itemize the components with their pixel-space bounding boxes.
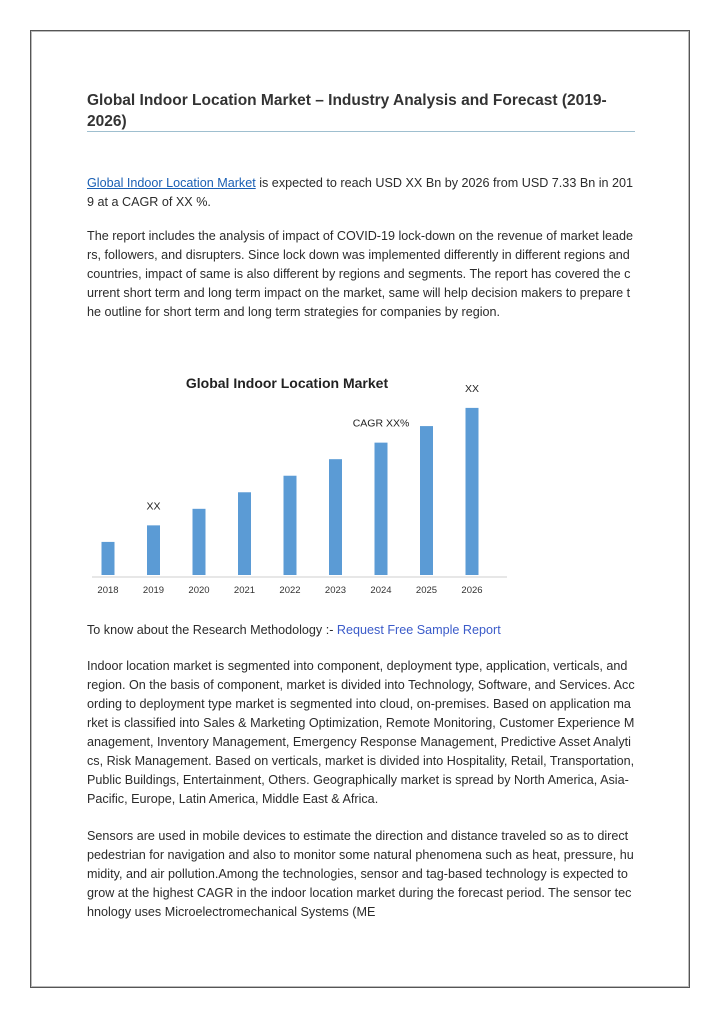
x-tick-label: 2024 bbox=[370, 585, 392, 596]
bar-2021 bbox=[238, 492, 251, 575]
bar-2025 bbox=[420, 426, 433, 575]
bar-2020 bbox=[193, 509, 206, 575]
segmentation-paragraph: Indoor location market is segmented into component, deployment type, application, verticals, and region. On the basis of component, market is divided into Technology, Software, and Services. According to deployment type market is segmented into cloud, on-premises. Based on application market is classified into Sales & Marketing Optimization, Remote Monitoring, Customer Experience Management, Inventory Management, Emergency Response Management, Predictive Asset Analytics, Risk Management. Based on verticals, market is divided into Hospitality, Retail, Transportation, Public Buildings, Entertainment, Others. Geographically market is spread by North America, Asia-Pacific, Europe, Latin America, Middle East & Africa. bbox=[87, 659, 635, 806]
sensors-paragraph: Sensors are used in mobile devices to estimate the direction and distance traveled so as to direct pedestrian for navigation and also to monitor some natural phenomena such as heat, pressure, humidity, and air pollution.Among the technologies, sensor and tag-based technology is expected to grow at the highest CAGR in the indoor location market during the forecast period. The sensor technology uses Microelectromechanical Systems (ME bbox=[87, 829, 634, 919]
methodology-text: To know about the Research Methodology :- bbox=[87, 623, 337, 637]
request-sample-link[interactable]: Request Free Sample Report bbox=[336, 623, 501, 637]
x-tick-label: 2018 bbox=[97, 585, 119, 596]
title-underline bbox=[87, 131, 635, 132]
chart-annotation: XX bbox=[464, 382, 480, 395]
bar-2019 bbox=[147, 525, 160, 575]
covid-paragraph: The report includes the analysis of impact of COVID-19 lock-down on the revenue of market leaders, followers, and disrupters. Since lock down was implemented differently in different regions and countries, impact of same is also different by regions and segments. The report has covered the current short term and long term impact on the market, same will help decision makers to prepare the outline for short term and long term strategies for companies by region. bbox=[87, 229, 634, 319]
methodology-line bbox=[87, 621, 635, 640]
bar-2026 bbox=[466, 408, 479, 575]
chart-title: Global Indoor Location Market bbox=[185, 375, 389, 391]
chart-annotation: CAGR XX% bbox=[352, 417, 410, 430]
intro-text: is expected to reach USD XX Bn by 2026 from USD 7.33 Bn in 2019 at a CAGR of XX %. bbox=[87, 176, 634, 209]
bar-2023 bbox=[329, 459, 342, 575]
market-bar-chart bbox=[87, 365, 517, 610]
x-tick-label: 2021 bbox=[233, 585, 256, 596]
bar-2024 bbox=[375, 443, 388, 575]
market-link[interactable]: Global Indoor Location Market bbox=[87, 176, 256, 190]
x-tick-label: 2022 bbox=[279, 585, 301, 596]
intro-paragraph bbox=[87, 174, 635, 212]
x-tick-label: 2019 bbox=[142, 585, 165, 596]
page-title: Global Indoor Location Market – Industry Analysis and Forecast (2019-2026) bbox=[87, 92, 607, 130]
bar-2022 bbox=[284, 476, 297, 575]
bar-2018 bbox=[102, 542, 115, 575]
x-tick-label: 2025 bbox=[415, 585, 438, 596]
x-tick-label: 2020 bbox=[188, 585, 210, 596]
chart-annotation: XX bbox=[146, 500, 161, 513]
x-tick-label: 2026 bbox=[461, 585, 483, 596]
x-tick-label: 2023 bbox=[324, 585, 347, 596]
